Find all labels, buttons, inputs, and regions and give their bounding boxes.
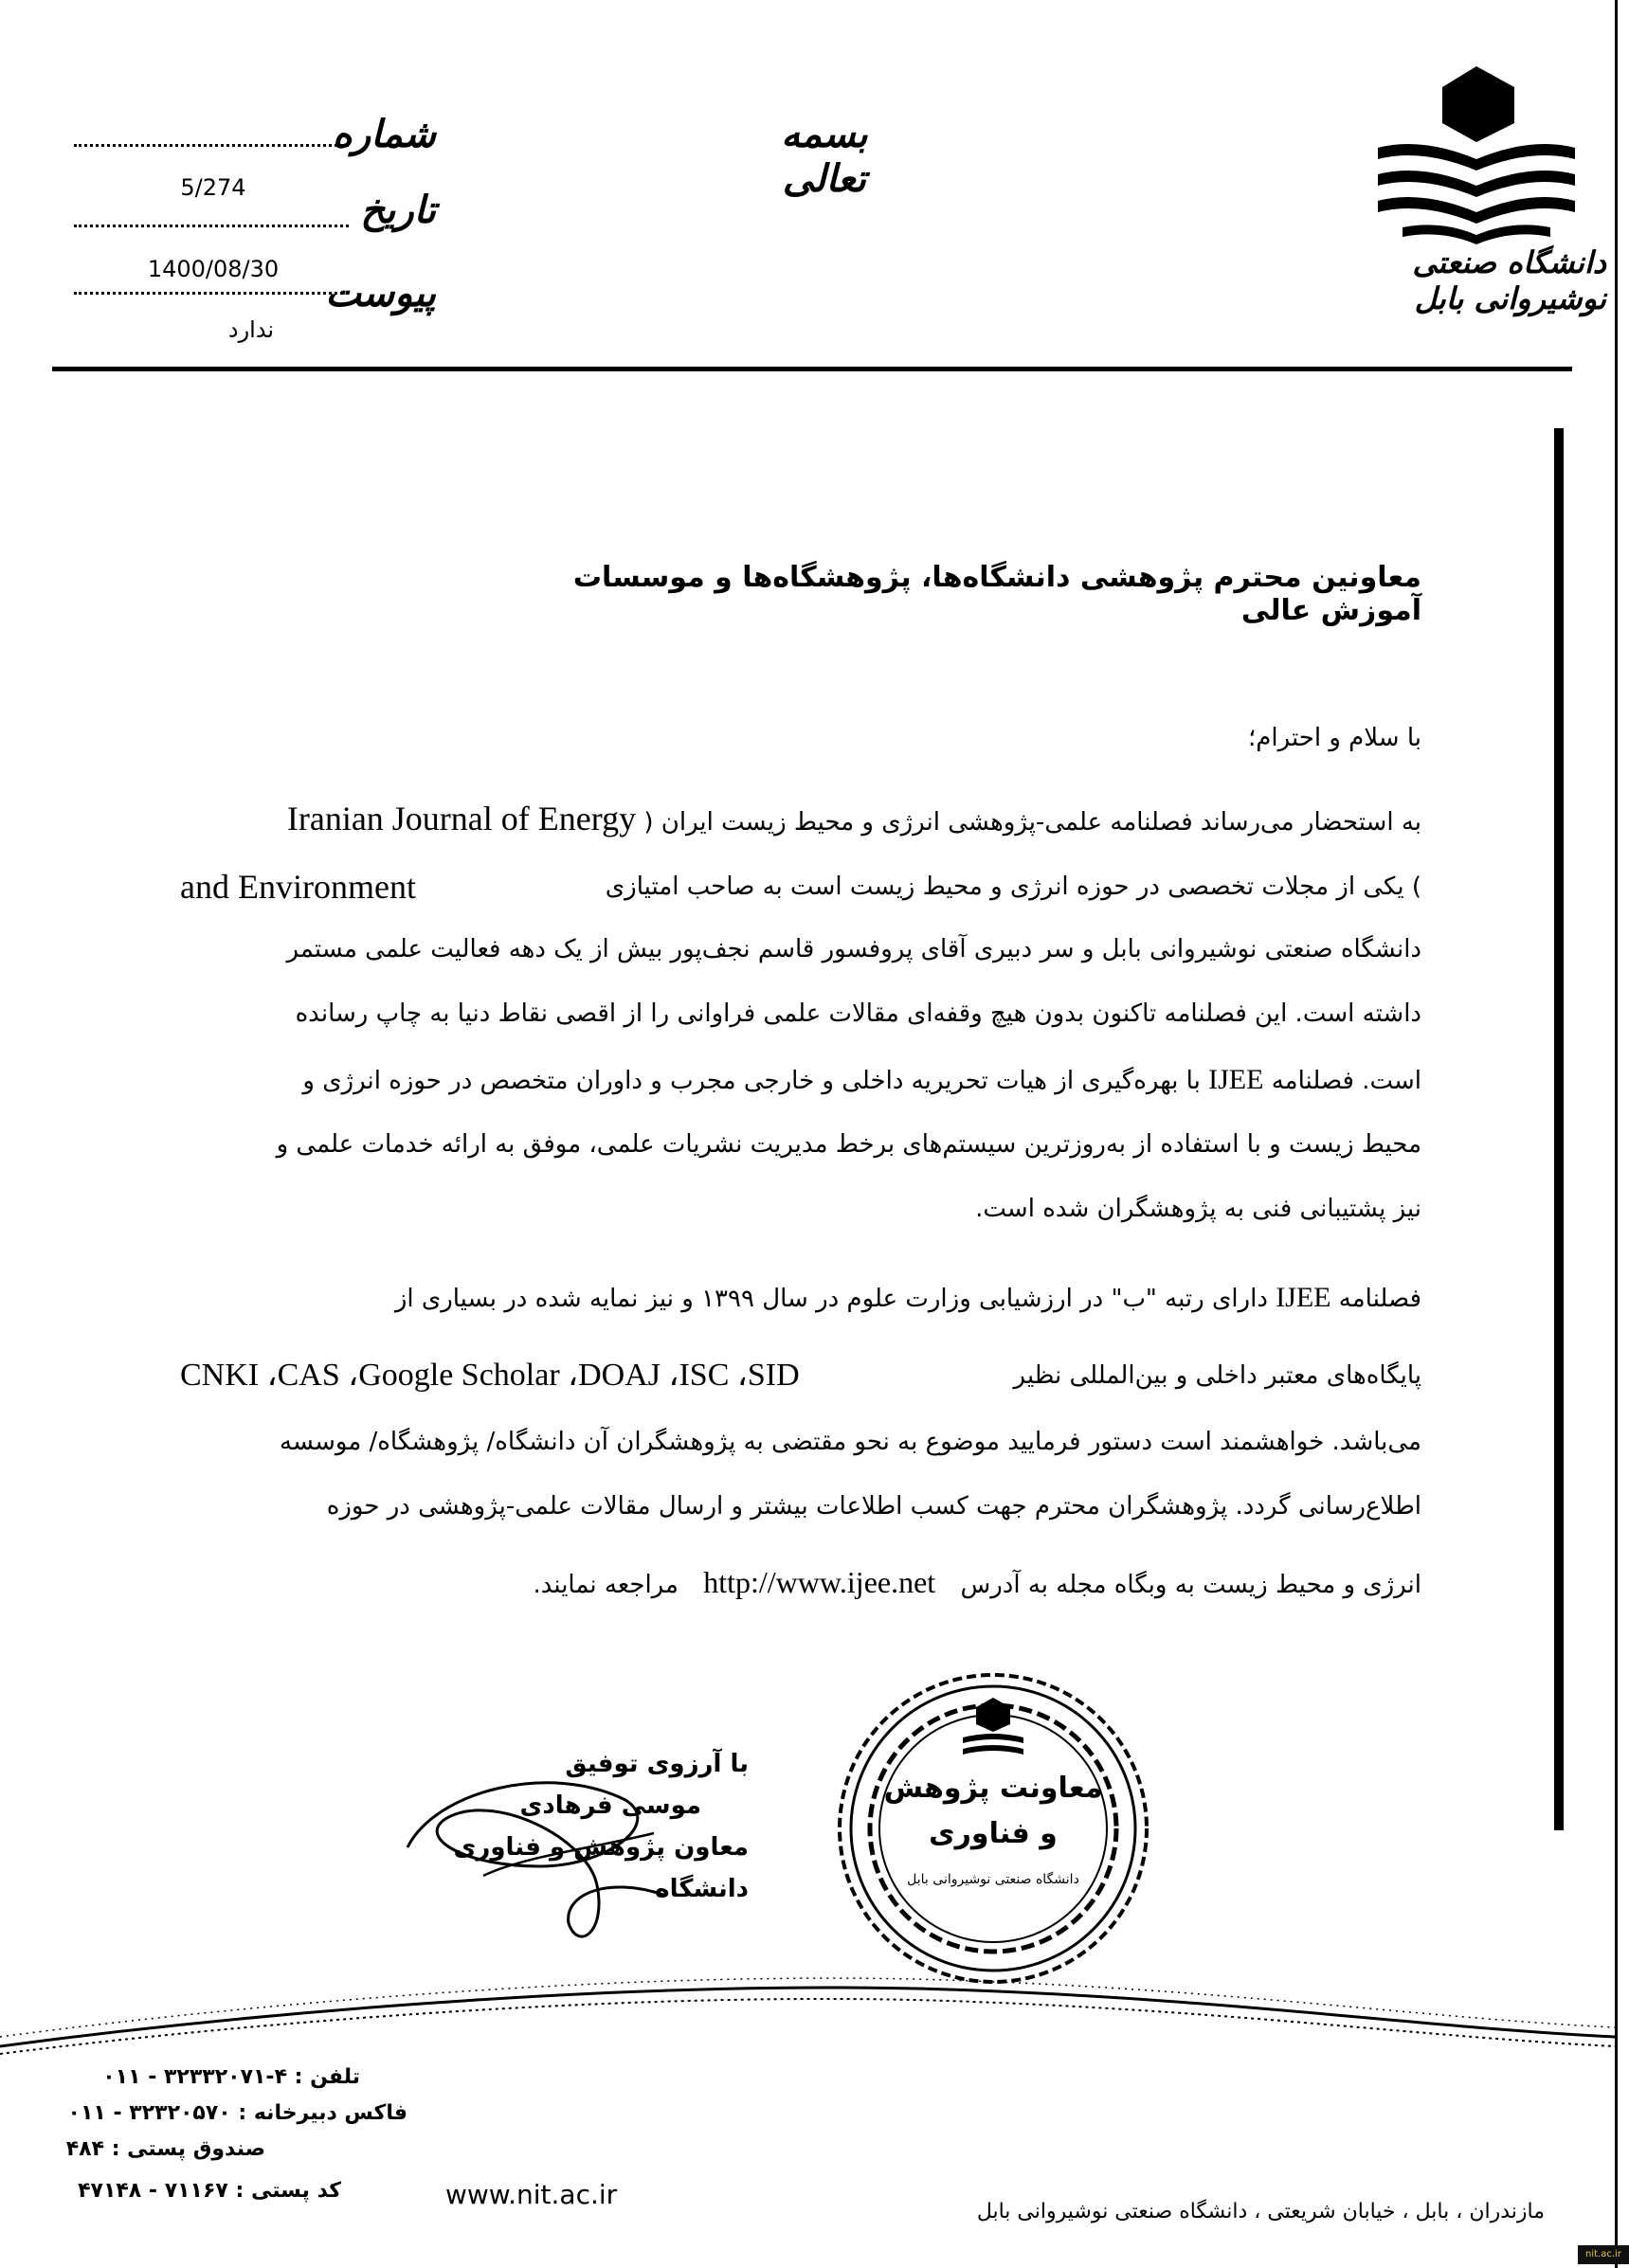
body-text: دارای رتبه "ب" در ارزشیابی وزارت علوم در سال ۱۳۹۹ و نیز نمایه شده در بسیاری از bbox=[394, 1285, 1268, 1313]
official-stamp bbox=[834, 1669, 1152, 1988]
body-text: مراجعه نمایند. bbox=[533, 1571, 679, 1599]
journal-abbrev: IJEE bbox=[1208, 1064, 1264, 1095]
body-line bbox=[180, 858, 1421, 915]
body-line: دانشگاه صنعتی نوشیروانی بابل و سر دبیری آقای پروفسور قاسم نجف‌پور بیش از یک دهه فعالیت علمی مستمر bbox=[286, 935, 1421, 963]
attachment-dotted-line bbox=[74, 292, 349, 295]
attachment-value: ندارد bbox=[227, 316, 275, 343]
stamp-text: و فناوری bbox=[929, 1817, 1058, 1850]
body-text: به استحضار می‌رساند فصلنامه علمی-پژوهشی انرژی و محیط زیست ایران ( bbox=[643, 808, 1421, 837]
body-text: است. فصلنامه bbox=[1271, 1067, 1421, 1095]
number-dotted-line bbox=[74, 144, 349, 147]
footer-address: مازندران ، بابل ، خیابان شریعتی ، دانشگاه صنعتی نوشیروانی بابل bbox=[976, 2200, 1545, 2223]
corner-watermark-badge: nit.ac.ir bbox=[1578, 2245, 1629, 2264]
footer-fax: فاکس دبیرخانه : ۳۲۳۲۰۵۷۰ - ۰۱۱ bbox=[67, 2101, 407, 2125]
body-line: اطلاع‌رسانی گردد. پژوهشگران محترم جهت کسب اطلاعات بیشتر و ارسال مقالات علمی-پژوهشی در حوزه bbox=[326, 1492, 1421, 1521]
university-name: دانشگاه صنعتی نوشیروانی بابل bbox=[1412, 244, 1606, 316]
footer-website-link[interactable]: www.nit.ac.ir bbox=[445, 2179, 618, 2210]
index-databases: CNKI ،CAS ،Google Scholar ،DOAJ ،ISC ،SID bbox=[180, 1358, 800, 1393]
header-divider bbox=[52, 367, 1572, 371]
date-label: تاریخ bbox=[360, 188, 436, 232]
body-line: داشته است. این فصلنامه تاکنون بدون هیچ وقفه‌ای مقالات علمی فراوانی را از اقصی نقاط دنیا به چاپ رسانده bbox=[295, 999, 1421, 1028]
date-value: 1400/08/30 bbox=[147, 256, 280, 282]
body-text: ) یکی از مجلات تخصصی در حوزه انرژی و محیط زیست است به صاحب امتیازی bbox=[605, 873, 1421, 901]
body-line: می‌باشد. خواهشمند است دستور فرمایید موضوع به نحو مقتضی به پژوهشگران آن دانشگاه/ پژوهشگاه/ موسسه bbox=[280, 1428, 1421, 1456]
body-text: انرژی و محیط زیست به وبگاه مجله به آدرس bbox=[960, 1571, 1421, 1599]
attachment-label: پیوست bbox=[325, 271, 436, 315]
date-dotted-line bbox=[74, 225, 349, 227]
stamp-ring-text: دانشگاه صنعتی نوشیروانی بابل bbox=[907, 1872, 1079, 1887]
body-line bbox=[180, 1052, 1421, 1108]
footer-postal-code: کد پستی : ۷۱۱۶۷ - ۴۷۱۴۸ bbox=[78, 2179, 341, 2203]
handwritten-signature-icon bbox=[379, 1734, 701, 1961]
journal-abbrev: IJEE bbox=[1276, 1282, 1331, 1313]
number-value: 5/274 bbox=[180, 174, 246, 201]
closing-text: با آرزوی توفیق bbox=[565, 1750, 749, 1778]
signer-title: معاون پژوهش و فناوری دانشگاه bbox=[453, 1833, 749, 1903]
body-line: نیز پشتیبانی فنی به پژوهشگران شده است. bbox=[975, 1195, 1421, 1223]
basmala-heading: بسمه تعالی bbox=[781, 112, 868, 201]
greeting: با سلام و احترام؛ bbox=[1248, 724, 1421, 752]
right-margin-bar bbox=[1554, 428, 1564, 1830]
stamp-text: معاونت پژوهش bbox=[883, 1772, 1103, 1805]
body-line bbox=[180, 1554, 1421, 1611]
page-edge-line bbox=[1615, 0, 1618, 2268]
number-label: شماره bbox=[332, 112, 436, 156]
body-line bbox=[180, 1269, 1421, 1326]
body-text: فصلنامه bbox=[1338, 1285, 1421, 1313]
journal-name-en-cont: and Environment bbox=[180, 868, 416, 906]
signer-name: موسی فرهادی bbox=[519, 1791, 701, 1820]
footer-wave-icon bbox=[0, 1971, 1615, 2056]
university-logo-icon bbox=[1365, 61, 1592, 246]
journal-name-en: Iranian Journal of Energy bbox=[286, 800, 637, 837]
body-line bbox=[180, 790, 1421, 847]
footer-po-box: صندوق پستی : ۴۸۴ bbox=[65, 2137, 265, 2161]
body-text: با بهره‌گیری از هیات تحریریه داخلی و خارجی مجرب و داوران متخصص در حوزه انرژی و bbox=[302, 1067, 1201, 1095]
body-text: پایگاه‌های معتبر داخلی و بین‌المللی نظیر bbox=[1013, 1361, 1421, 1390]
body-line: محیط زیست و با استفاده از به‌روزترین سیستم‌های برخط مدیریت نشریات علمی، موفق به ارائه خدمات علمی و bbox=[276, 1130, 1421, 1159]
footer-phone: تلفن : ۴-۳۲۳۳۲۰۷۱ - ۰۱۱ bbox=[102, 2065, 360, 2089]
body-line bbox=[180, 1347, 1421, 1404]
recipient-line: معاونین محترم پژوهشی دانشگاه‌ها، پژوهشگاه‌ها و موسسات آموزش عالی bbox=[572, 561, 1421, 627]
journal-website-link[interactable]: http://www.ijee.net bbox=[703, 1565, 936, 1599]
